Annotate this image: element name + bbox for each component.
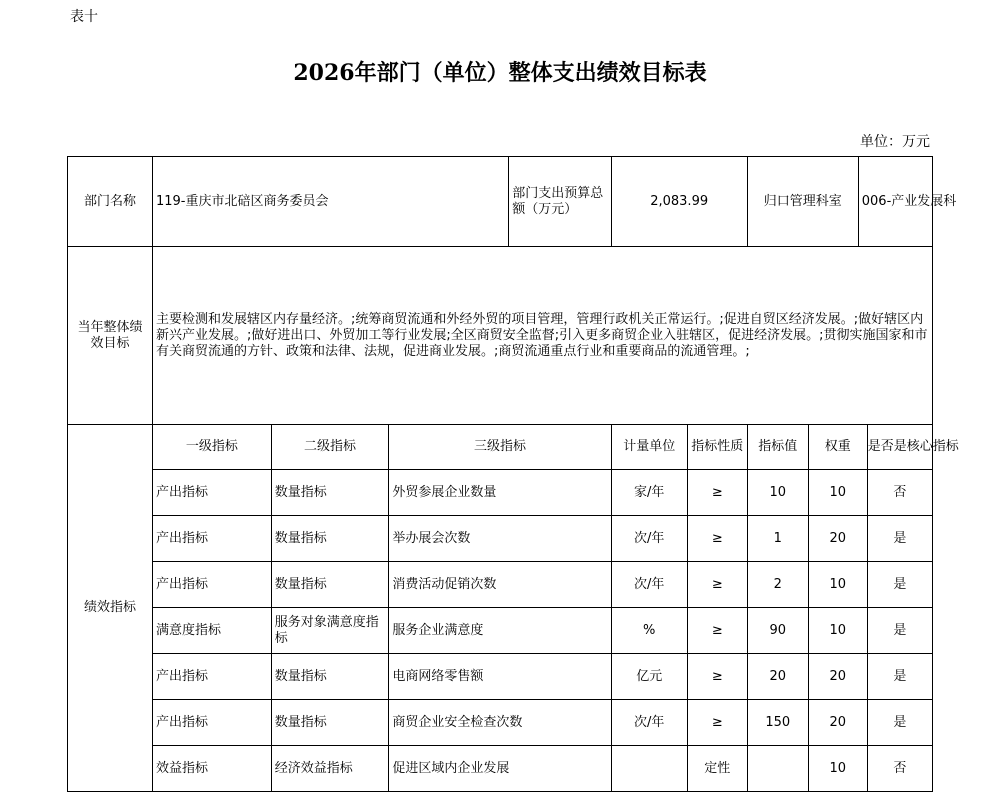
office-value: 006-产业发展科 (861, 193, 957, 209)
weight-core-cell (808, 654, 932, 700)
indicator-row (68, 746, 933, 792)
level3-cell: 电商网络零售额 (389, 654, 611, 700)
header-value: 指标值 (747, 425, 808, 470)
core-cell: 是 (893, 576, 907, 592)
header-level3: 三级指标 (389, 425, 611, 470)
dept-name-label: 部门名称 (68, 157, 153, 247)
core-cell: 是 (893, 530, 907, 546)
weight-cell: 20 (809, 654, 868, 699)
nature-cell: ≥ (687, 470, 747, 516)
header-nature: 指标性质 (687, 425, 747, 470)
unit-label: 单位：万元 (860, 134, 930, 150)
level1-cell: 效益指标 (152, 746, 271, 792)
level3-cell: 外贸参展企业数量 (389, 470, 611, 516)
weight-core-cell (808, 700, 932, 746)
value-cell: 2 (747, 562, 808, 608)
goal-row (68, 247, 933, 425)
level2-cell: 数量指标 (271, 562, 389, 608)
level1-cell: 产出指标 (152, 516, 271, 562)
weight-cell: 10 (809, 608, 868, 653)
indicator-row (68, 562, 933, 608)
nature-cell: ≥ (687, 700, 747, 746)
level1-cell: 产出指标 (152, 562, 271, 608)
indicator-header-row (68, 425, 933, 470)
level3-cell: 商贸企业安全检查次数 (389, 700, 611, 746)
weight-cell: 20 (809, 516, 868, 561)
weight-cell: 10 (809, 746, 868, 791)
indicator-row (68, 608, 933, 654)
header-weight-core (808, 425, 959, 470)
unit-cell: 亿元 (611, 654, 687, 700)
weight-core-cell (808, 562, 932, 608)
office-label: 归口管理科室 (748, 157, 859, 246)
unit-cell: 家/年 (611, 470, 687, 516)
level2-cell: 数量指标 (271, 470, 389, 516)
value-cell: 90 (747, 608, 808, 654)
header-core: 是否是核心指标 (867, 439, 959, 454)
core-cell: 否 (893, 484, 907, 500)
nature-cell: ≥ (687, 562, 747, 608)
indicator-row (68, 470, 933, 516)
header-level1: 一级指标 (152, 425, 271, 470)
weight-cell: 10 (809, 562, 868, 607)
indicator-row (68, 700, 933, 746)
budget-value: 2,083.99 (611, 157, 747, 247)
level3-cell: 促进区域内企业发展 (389, 746, 611, 792)
nature-cell: ≥ (687, 516, 747, 562)
level3-cell: 消费活动促销次数 (389, 562, 611, 608)
unit-cell: 次/年 (611, 516, 687, 562)
level2-cell: 数量指标 (271, 516, 389, 562)
header-weight: 权重 (809, 425, 868, 469)
nature-cell: 定性 (687, 746, 747, 792)
weight-core-cell (808, 516, 932, 562)
page-title: 2026年部门（单位）整体支出绩效目标表 (293, 60, 707, 86)
indicator-row (68, 516, 933, 562)
core-cell: 是 (893, 622, 907, 638)
weight-cell: 20 (809, 700, 868, 745)
value-cell: 10 (747, 470, 808, 516)
level2-cell: 服务对象满意度指标 (271, 608, 389, 654)
office-cell (747, 157, 957, 247)
value-cell: 20 (747, 654, 808, 700)
doc-label: 表十 (70, 9, 98, 25)
weight-core-cell (808, 746, 932, 792)
core-cell: 是 (893, 714, 907, 730)
level1-cell: 满意度指标 (152, 608, 271, 654)
budget-label: 部门支出预算总额（万元） (509, 157, 611, 247)
value-cell: 150 (747, 700, 808, 746)
value-cell: 1 (747, 516, 808, 562)
level2-cell: 数量指标 (271, 700, 389, 746)
level1-cell: 产出指标 (152, 654, 271, 700)
header-level2: 二级指标 (271, 425, 389, 470)
unit-cell: 次/年 (611, 562, 687, 608)
unit-cell: 次/年 (611, 700, 687, 746)
dept-info-row (68, 157, 933, 247)
level3-cell: 服务企业满意度 (389, 608, 611, 654)
level3-cell: 举办展会次数 (389, 516, 611, 562)
goal-label: 当年整体绩效目标 (68, 247, 153, 425)
weight-cell: 10 (809, 470, 868, 515)
weight-core-cell (808, 608, 932, 654)
unit-cell (611, 746, 687, 792)
dept-name-value: 119-重庆市北碚区商务委员会 (152, 157, 508, 247)
nature-cell: ≥ (687, 654, 747, 700)
core-cell: 否 (893, 760, 907, 776)
level2-cell: 数量指标 (271, 654, 389, 700)
level1-cell: 产出指标 (152, 470, 271, 516)
level2-cell: 经济效益指标 (271, 746, 389, 792)
nature-cell: ≥ (687, 608, 747, 654)
unit-cell: % (611, 608, 687, 654)
indicators-section-label: 绩效指标 (68, 425, 153, 792)
weight-core-cell (808, 470, 932, 516)
performance-target-table (67, 156, 959, 792)
level1-cell: 产出指标 (152, 700, 271, 746)
value-cell (747, 746, 808, 792)
core-cell: 是 (893, 668, 907, 684)
header-unit: 计量单位 (611, 425, 687, 470)
indicator-row (68, 654, 933, 700)
goal-text: 主要检测和发展辖区内存量经济。;统筹商贸流通和外经外贸的项目管理，管理行政机关正常运行。;促进自贸区经济发展。;做好辖区内新兴产业发展。;做好进出口、外贸加工等行业发展;全区商贸安全监督;引入更多商贸企业入驻辖区，促进经济发展。;贯彻实施国家和市有关商贸流通的方针、政策和法律、法规，促进商业发展。;商贸流通重点行业和重要商品的流通管理。; (152, 247, 932, 425)
